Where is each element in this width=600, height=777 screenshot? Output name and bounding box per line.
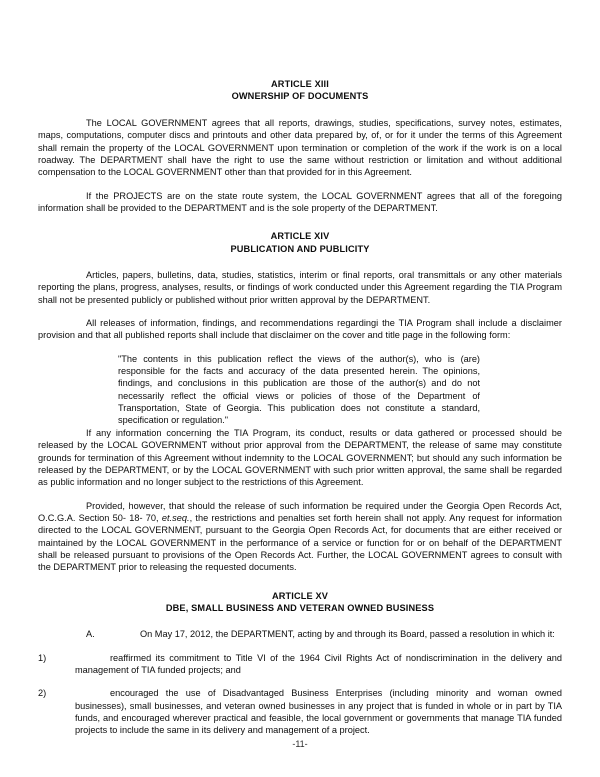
article-xiii-heading: [38, 78, 562, 103]
list-item-text: reaffirmed its commitment to Title VI of the 1964 Civil Rights Act of nondiscrimination in the delivery and management of TIA funded projects; and: [75, 652, 562, 676]
article-xiii-paragraph-2: If the PROJECTS are on the state route system, the LOCAL GOVERNMENT agrees that all of the foregoing information shall be provided to the DEPARTMENT and is the sole property of the DEPARTMENT.: [38, 190, 562, 213]
article-xiv-paragraph-2: All releases of information, findings, and recommendations regardingi the TIA Program shall include a disclaimer provision and that all published reports shall include that disclaimer on the cover and title page in the following form:: [38, 318, 562, 341]
article-xv-item-a: [38, 628, 562, 640]
list-item: [38, 687, 562, 736]
item-a-text: On May 17, 2012, the DEPARTMENT, acting by and through its Board, passed a resolution in which it:: [140, 629, 555, 640]
et-seq-italic: et.seq.: [161, 512, 190, 523]
page-number: -11-: [292, 739, 308, 749]
list-item-marker: 1): [38, 652, 47, 663]
list-item-text: encouraged the use of Disadvantaged Business Enterprises (including minority and woman owned businesses), small businesses, and veteran owned businesses in any project that is funded in whole or in part by TIA funds, and encouraged wherever practical and feasible, the local government or governments that manage TIA funded projects to include the same in its delivery and management of a project.: [75, 688, 562, 736]
list-item-marker: 2): [38, 688, 47, 699]
open-records-text-part-2: , the restrictions and penalties set forth herein shall not apply. Any request for information directed to the LOCAL GOVERNMENT, pursuant to the Georgia Open Records Act, for documents that are either received or maintained by the LOCAL GOVERNMENT in the performance of a service or function for or on behalf of the DEPARTMENT shall be released pursuant to provisions of the Open Records Act. Further, the LOCAL GOVERNMENT agrees to consult with the DEPARTMENT prior to releasing the requested documents.: [38, 512, 562, 573]
open-records-text-part-1: Provided, however, that should the release of such information be required under the Georgia Open Records Act, O.C.G.A. Section 50- 18- 70,: [38, 500, 562, 523]
article-xiv-paragraph-3: If any information concerning the TIA Program, its conduct, results or data gathered or processed should be released by the LOCAL GOVERNMENT without prior approval from the DEPARTMENT, the release of same may constitute grounds for termination of this Agreement without indemnity to the LOCAL GOVERNMENT; but should any such information be released by the DEPARTMENT, or by the LOCAL GOVERNMENT with such prior written approval, the same shall be regarded as public information and no longer subject to the restrictions of this Agreement.: [38, 427, 562, 488]
article-xv-heading: [38, 590, 562, 615]
article-xiv-heading: [38, 230, 562, 255]
article-xiv-paragraph-4: [38, 500, 562, 574]
article-xiii-title: OWNERSHIP OF DOCUMENTS: [231, 91, 369, 102]
list-item: [38, 652, 562, 677]
article-xiii-label: ARTICLE XIII: [271, 79, 329, 89]
article-xiv-paragraph-1: Articles, papers, bulletins, data, studies, statistics, interim or final reports, oral transmittals or any other materials reporting the plans, progress, analyses, results, or findings of work conducted under this Agreement regarding the TIA Program shall not be presented publicly or published without prior written approval by the DEPARTMENT.: [38, 270, 562, 305]
article-xv-label: ARTICLE XV: [271, 590, 329, 601]
article-xiv-label: ARTICLE XIV: [270, 231, 330, 242]
article-xiv-title: PUBLICATION AND PUBLICITY: [230, 243, 370, 254]
article-xv-title: DBE, SMALL BUSINESS AND VETERAN OWNED BUSINESS: [165, 603, 435, 613]
item-a-marker: A.: [86, 629, 95, 640]
article-xiii-paragraph-1: The LOCAL GOVERNMENT agrees that all reports, drawings, studies, specifications, survey notes, estimates, maps, computations, computer discs and printouts and other data prepared by, of, or for it under the terms of this Agreement shall remain the property of the LOCAL GOVERNMENT upon termination or completion of the work if the work is on a local roadway. The DEPARTMENT shall have the right to use the same without restriction or limitation and without additional compensation to the LOCAL GOVERNMENT other than that provided for in this Agreement.: [38, 117, 562, 178]
disclaimer-quote-block: "The contents in this publication reflect the views of the author(s), who is (are) responsible for the facts and accuracy of the data presented herein. The opinions, findings, and conclusions in this publication are those of the author(s) and do not necessarily reflect the official views or policies of those of the Department of Transportation, State of Georgia. This publication does not constitute a standard, specification or regulation.": [118, 353, 480, 426]
